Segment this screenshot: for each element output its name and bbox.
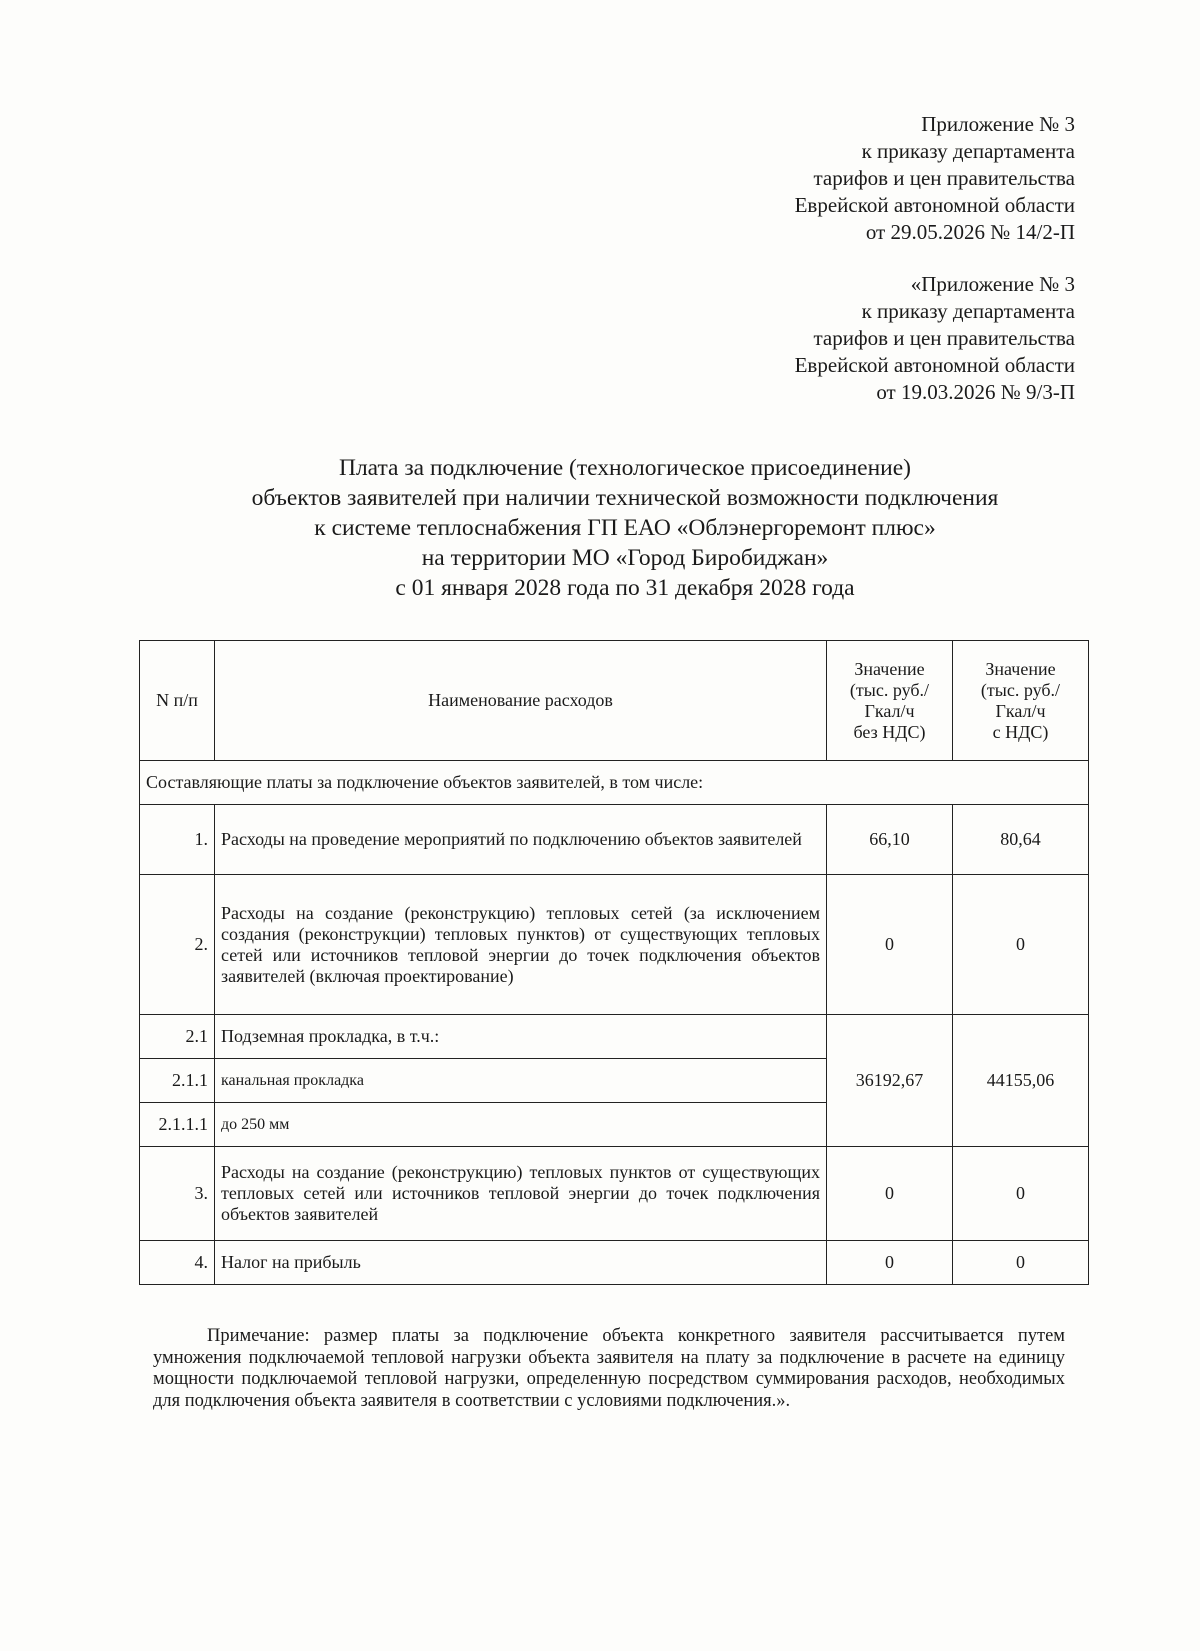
appendix-line: от 29.05.2026 № 14/2-П [865, 220, 1075, 244]
header-line: Значение [985, 658, 1056, 679]
appendix-line: «Приложение № 3 [910, 272, 1075, 296]
row-name: Расходы на создание (реконструкцию) тепловых пунктов от существующих тепловых сетей или источников тепловой энергии до точек подключения объектов заявителей [215, 1147, 827, 1241]
header-value-vat [953, 641, 1089, 761]
header-line: с НДС) [992, 721, 1049, 742]
row-num: 3. [140, 1147, 215, 1241]
document-title [150, 453, 1100, 603]
appendix-line: Еврейской автономной области [794, 193, 1075, 217]
row-num: 4. [140, 1241, 215, 1285]
header-line: без НДС) [853, 721, 926, 742]
table-row [140, 1147, 1089, 1241]
title-line: на территории МО «Город Биробиджан» [421, 545, 829, 571]
header-line: (тыс. руб./ [980, 679, 1061, 700]
appendix-line: к приказу департамента [861, 299, 1075, 323]
appendix-header-previous [795, 271, 1075, 406]
appendix-line: от 19.03.2026 № 9/3-П [876, 380, 1075, 404]
section-row [140, 761, 1089, 805]
header-num: N п/п [140, 641, 215, 761]
row-name: канальная прокладка [215, 1059, 827, 1103]
header-line: Гкал/ч [995, 700, 1046, 721]
section-cell: Составляющие платы за подключение объектов заявителей, в том числе: [140, 761, 1089, 805]
row-num: 2. [140, 875, 215, 1015]
table-row [140, 1241, 1089, 1285]
title-line: к системе теплоснабжения ГП ЕАО «Облэнергоремонт плюс» [314, 515, 936, 541]
title-line: Плата за подключение (технологическое присоединение) [338, 455, 912, 481]
row-name: до 250 мм [215, 1103, 827, 1147]
row-name: Подземная прокладка, в т.ч.: [215, 1015, 827, 1059]
title-line: с 01 января 2028 года по 31 декабря 2028 года [395, 575, 855, 601]
table-header-row [140, 641, 1089, 761]
appendix-line: Еврейской автономной области [794, 353, 1075, 377]
table-row [140, 1015, 1089, 1059]
row-value-vat: 80,64 [953, 805, 1089, 875]
table-row [140, 875, 1089, 1015]
row-value-vat: 0 [953, 1147, 1089, 1241]
header-line: Гкал/ч [864, 700, 915, 721]
row-value-vat: 0 [953, 875, 1089, 1015]
row-value-vat: 44155,06 [953, 1015, 1089, 1147]
row-num: 2.1.1.1 [140, 1103, 215, 1147]
row-value-vat: 0 [953, 1241, 1089, 1285]
row-value-no-vat: 0 [827, 875, 953, 1015]
row-value-no-vat: 36192,67 [827, 1015, 953, 1147]
row-value-no-vat: 66,10 [827, 805, 953, 875]
footnote: Примечание: размер платы за подключение объекта конкретного заявителя рассчитывается путем умножения подключаемой тепловой нагрузки объекта заявителя на плату за подключение в расчете на единицу мощности подключаемой тепловой нагрузки, определенную посредством суммирования расходов, необходимых для подключения объекта заявителя в соответствии с условиями подключения.». [153, 1326, 1065, 1411]
row-name: Расходы на проведение мероприятий по подключению объектов заявителей [215, 805, 827, 875]
appendix-line: тарифов и цен правительства [813, 326, 1075, 350]
header-line: (тыс. руб./ [849, 679, 930, 700]
row-name: Расходы на создание (реконструкцию) тепловых сетей (за исключением создания (реконструкции) тепловых пунктов) от существующих тепловых сетей или источников тепловой энергии до точек подключения объектов заявителей (включая проектирование) [215, 875, 827, 1015]
row-value-no-vat: 0 [827, 1147, 953, 1241]
row-num: 2.1.1 [140, 1059, 215, 1103]
fees-table [139, 640, 1089, 1285]
header-line: Значение [854, 658, 925, 679]
appendix-header-current [795, 111, 1075, 246]
table-row [140, 805, 1089, 875]
row-num: 2.1 [140, 1015, 215, 1059]
title-line: объектов заявителей при наличии технической возможности подключения [251, 485, 999, 511]
row-num: 1. [140, 805, 215, 875]
header-value-no-vat [827, 641, 953, 761]
header-name: Наименование расходов [215, 641, 827, 761]
row-value-no-vat: 0 [827, 1241, 953, 1285]
appendix-line: к приказу департамента [861, 139, 1075, 163]
appendix-line: Приложение № 3 [921, 112, 1075, 136]
appendix-line: тарифов и цен правительства [813, 166, 1075, 190]
row-name: Налог на прибыль [215, 1241, 827, 1285]
